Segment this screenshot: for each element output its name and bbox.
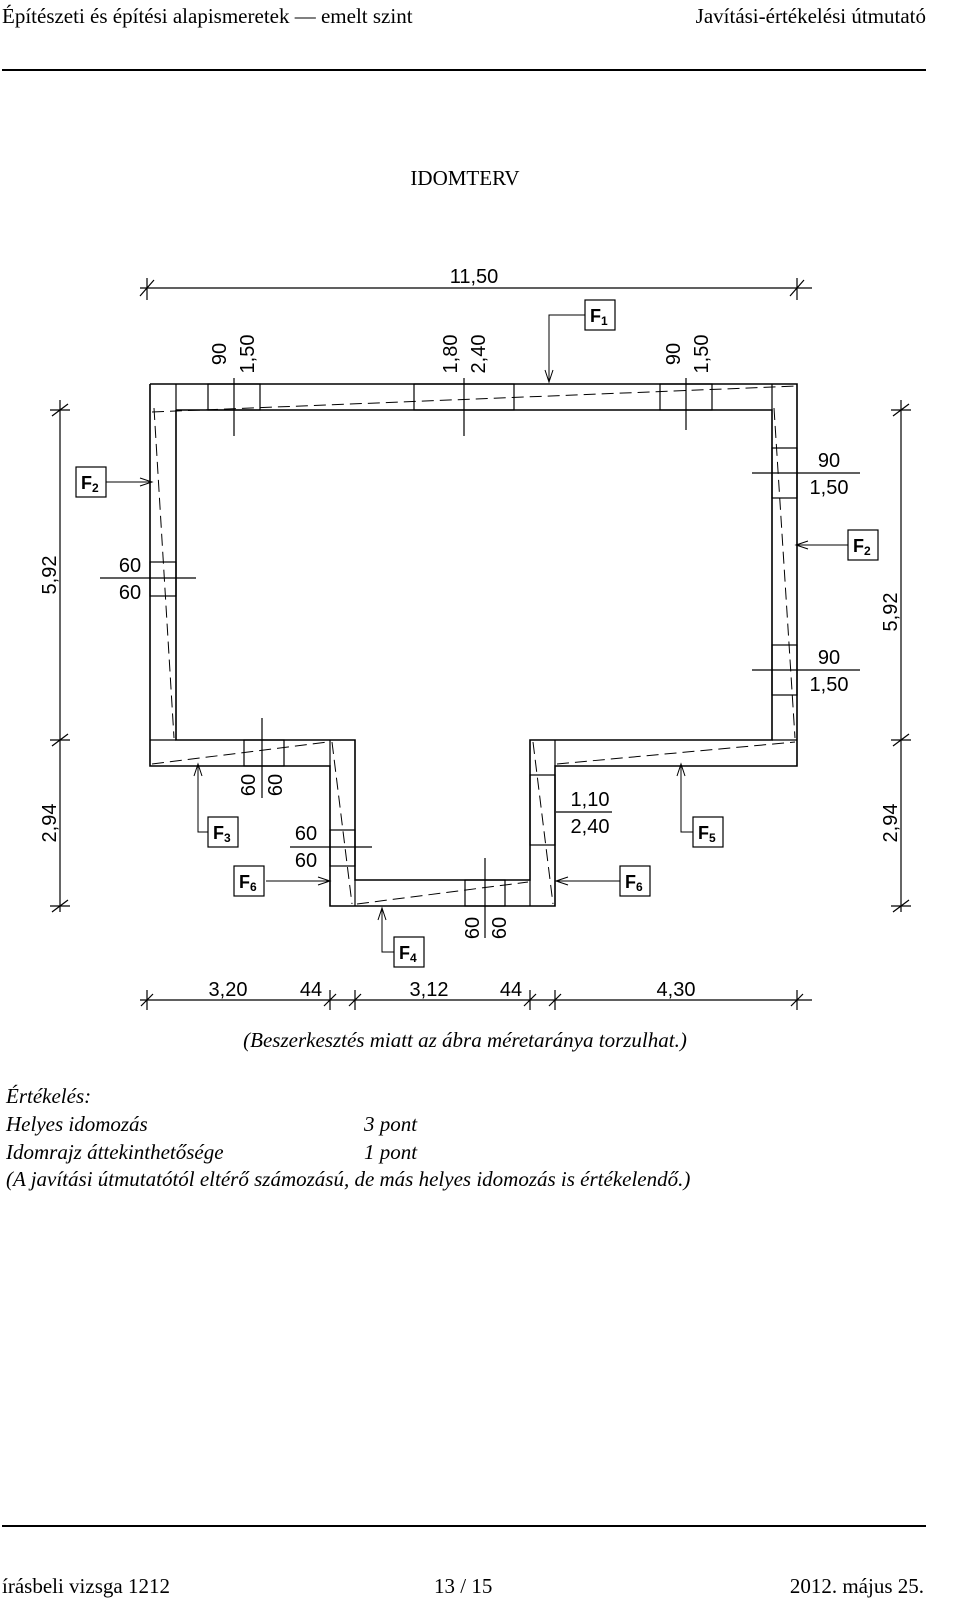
evaluation-heading: Értékelés: [6, 1084, 92, 1108]
tag-f4: F4 [399, 943, 417, 965]
dim-bottom-5: 4,30 [656, 979, 696, 1001]
footer-left: írásbeli vizsga 1212 [2, 1574, 170, 1598]
tag-f6-right: F6 [625, 872, 643, 894]
svg-text:1,50: 1,50 [809, 477, 849, 499]
page-title: IDOMTERV [410, 166, 520, 190]
svg-text:60: 60 [118, 582, 142, 604]
footer-rule [2, 1525, 926, 1527]
dim-bottom-3: 3,12 [409, 979, 449, 1001]
svg-text:60: 60 [265, 773, 287, 797]
evaluation-row-label: Idomrajz áttekinthetősége [6, 1140, 224, 1164]
svg-text:90: 90 [817, 647, 841, 669]
dim-bottom-1: 3,20 [208, 979, 248, 1001]
svg-text:60: 60 [489, 916, 511, 940]
evaluation-row-label: Helyes idomozás [6, 1112, 148, 1136]
inner-wall-outline [176, 410, 772, 880]
svg-text:1,80: 1,80 [440, 334, 462, 374]
opening-left [150, 562, 176, 596]
svg-text:90: 90 [817, 450, 841, 472]
tag-f2-left: F2 [81, 473, 99, 495]
dim-left-lower: 2,94 [39, 803, 61, 843]
header-left: Építészeti és építési alapismeretek — emelt szint [2, 4, 413, 28]
evaluation-note: (A javítási útmutatótól eltérő számozású, de más helyes idomozás is értékelendő.) [6, 1167, 691, 1191]
svg-text:60: 60 [294, 823, 318, 845]
svg-text:1,50: 1,50 [691, 334, 713, 374]
dim-overall-top: 11,50 [449, 266, 499, 288]
dim-bottom-2: 44 [299, 979, 323, 1001]
dim-right-lower: 2,94 [880, 803, 902, 843]
svg-text:2,40: 2,40 [570, 816, 610, 838]
opening-inner-right [530, 775, 555, 845]
tag-f6-left: F6 [239, 872, 257, 894]
evaluation-row-points: 3 pont [364, 1112, 418, 1136]
svg-text:60: 60 [294, 850, 318, 872]
svg-text:2,40: 2,40 [468, 334, 490, 374]
tag-f5: F5 [698, 823, 716, 845]
svg-text:60: 60 [238, 773, 260, 797]
dim-left-upper: 5,92 [39, 555, 61, 595]
svg-text:60: 60 [118, 555, 142, 577]
header-rule [2, 69, 926, 71]
svg-text:90: 90 [663, 342, 685, 366]
svg-text:90: 90 [209, 342, 231, 366]
footer-date: 2012. május 25. [789, 1574, 924, 1598]
opening-inner-left [244, 740, 284, 766]
evaluation-row-points: 1 pont [364, 1140, 418, 1164]
header-right: Javítási-értékelési útmutató [695, 4, 926, 28]
dim-bottom-4: 44 [499, 979, 523, 1001]
formwork-drawing [0, 250, 930, 1020]
opening-inner-wing [330, 830, 355, 866]
dim-right-upper: 5,92 [880, 592, 902, 632]
svg-text:1,10: 1,10 [570, 789, 610, 811]
svg-text:60: 60 [462, 916, 484, 940]
svg-text:1,50: 1,50 [809, 674, 849, 696]
footer-page-number: 13 / 15 [434, 1574, 493, 1598]
tag-f2-right: F2 [853, 536, 871, 558]
drawing-caption: (Beszerkesztés miatt az ábra méretaránya torzulhat.) [243, 1028, 687, 1052]
svg-text:1,50: 1,50 [237, 334, 259, 374]
tag-f3: F3 [213, 823, 231, 845]
tag-f1: F1 [590, 306, 608, 328]
